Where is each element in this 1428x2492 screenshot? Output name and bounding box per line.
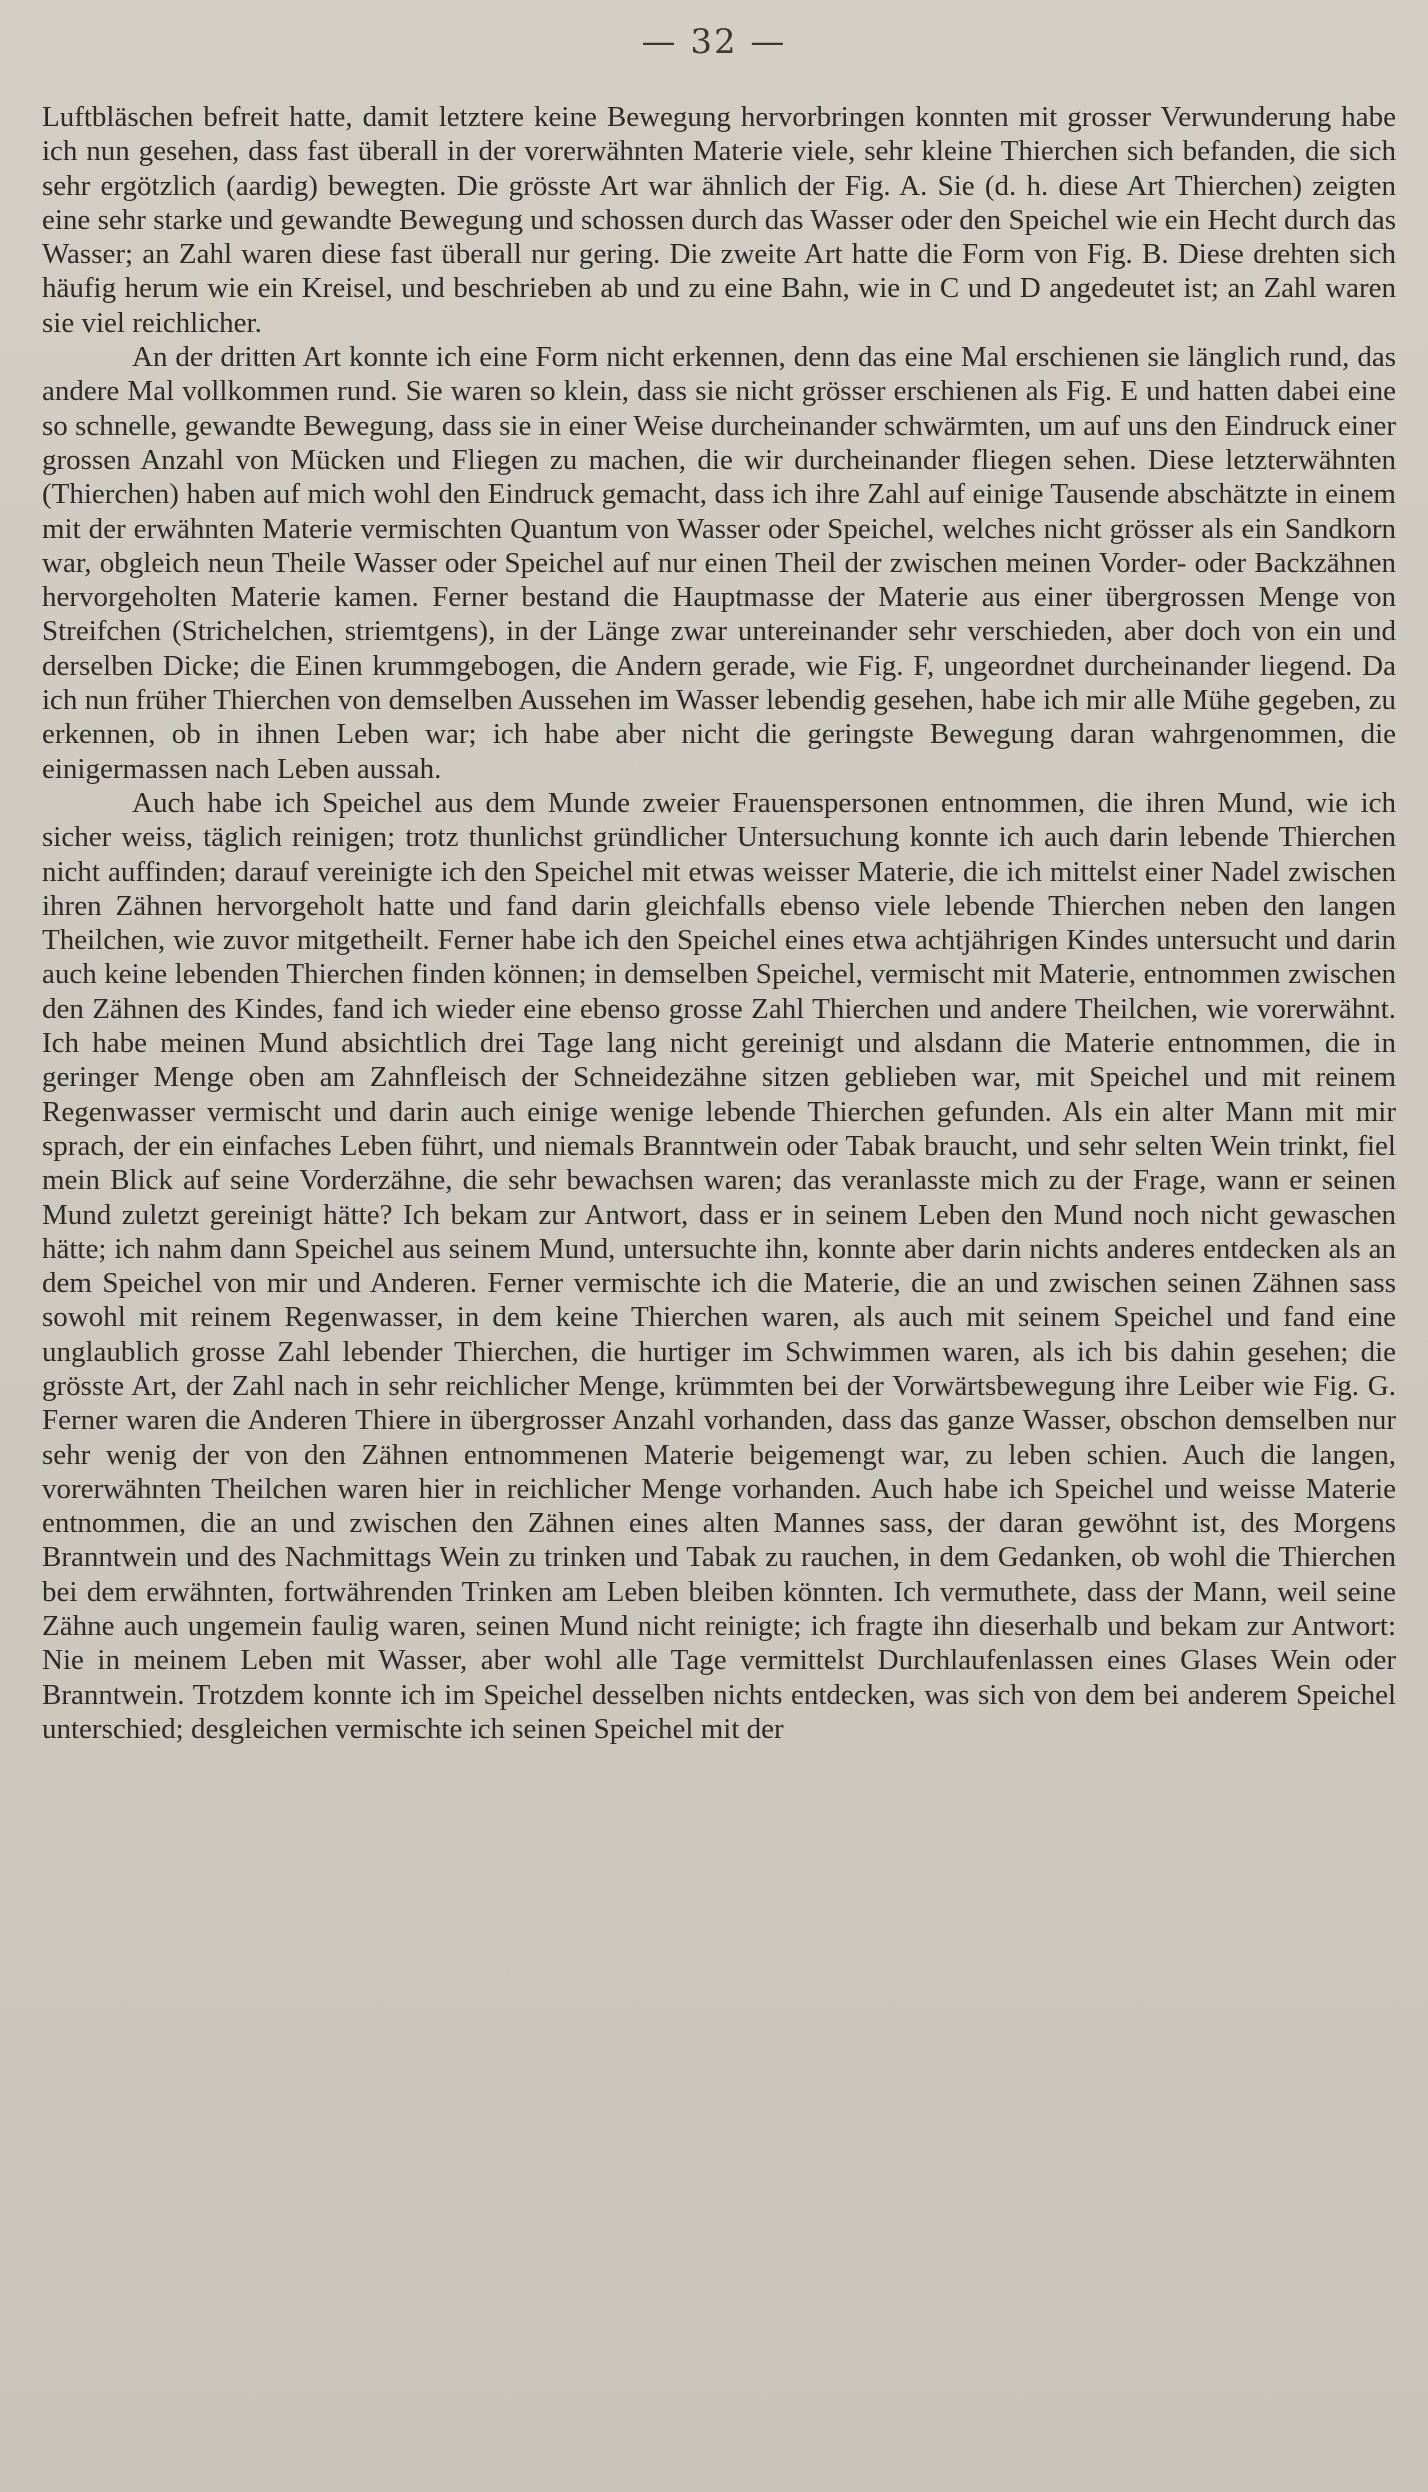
body-text [42,100,1396,1746]
paragraph-1: Luftbläschen befreit hatte, damit letztere keine Bewegung hervorbringen konnten mit grosser Verwunderung habe ich nun gesehen, dass fast überall in der vorerwähnten Materie viele, sehr kleine Thierchen sich befanden, die sich sehr ergötzlich (aardig) bewegten. Die grösste Art war ähnlich der Fig. A. Sie (d. h. diese Art Thierchen) zeigten eine sehr starke und gewandte Bewegung und schossen durch das Wasser oder den Speichel wie ein Hecht durch das Wasser; an Zahl waren diese fast überall nur gering. Die zweite Art hatte die Form von Fig. B. Diese drehten sich häufig herum wie ein Kreisel, und beschrieben ab und zu eine Bahn, wie in C und D angedeutet ist; an Zahl waren sie viel reichlicher. [42,101,1396,339]
paragraph-3: Auch habe ich Speichel aus dem Munde zweier Frauenspersonen entnommen, die ihren Mund, wie ich sicher weiss, täglich reinigen; trotz thunlichst gründlicher Untersuchung konnte ich auch darin lebende Thierchen nicht auffinden; darauf vereinigte ich den Speichel mit etwas weisser Materie, die ich mittelst einer Nadel zwischen ihren Zähnen hervorgeholt hatte und fand darin gleichfalls ebenso viele lebende Thierchen neben den langen Theilchen, wie zuvor mitgetheilt. Ferner habe ich den Speichel eines etwa achtjährigen Kindes untersucht und darin auch keine lebenden Thierchen finden können; in demselben Speichel, vermischt mit Materie, entnommen zwischen den Zähnen des Kindes, fand ich wieder eine ebenso grosse Zahl Thierchen und andere Theilchen, wie vorerwähnt. Ich habe meinen Mund absichtlich drei Tage lang nicht gereinigt und alsdann die Materie entnommen, die in geringer Menge oben am Zahnfleisch der Schneidezähne sitzen geblieben war, mit Speichel und mit reinem Regenwasser vermischt und darin auch einige wenige lebende Thierchen gefunden. Als ein alter Mann mit mir sprach, der ein einfaches Leben führt, und niemals Branntwein oder Tabak braucht, und sehr selten Wein trinkt, fiel mein Blick auf seine Vorderzähne, die sehr bewachsen waren; das veranlasste mich zu der Frage, wann er seinen Mund zuletzt gereinigt hätte? Ich bekam zur Antwort, dass er in seinem Leben den Mund noch nicht gewaschen hätte; ich nahm dann Speichel aus seinem Mund, untersuchte ihn, konnte aber darin nichts anderes entdecken als an dem Speichel von mir und Anderen. Ferner vermischte ich die Materie, die an und zwischen seinen Zähnen sass sowohl mit reinem Regenwasser, in dem keine Thierchen waren, als auch mit seinem Speichel und fand eine unglaublich grosse Zahl lebender Thierchen, die hurtiger im Schwimmen waren, als ich bis dahin gesehen; die grösste Art, der Zahl nach in sehr reichlicher Menge, krümmten bei der Vorwärtsbewegung ihre Leiber wie Fig. G. Ferner waren die Anderen Thiere in übergrosser Anzahl vorhanden, dass das ganze Wasser, obschon demselben nur sehr wenig der von den Zähnen entnommenen Materie beigemengt war, zu leben schien. Auch die langen, vorerwähnten Theilchen waren hier in reichlicher Menge vorhanden. Auch habe ich Speichel und weisse Materie entnommen, die an und zwischen den Zähnen eines alten Mannes sass, der daran gewöhnt ist, des Morgens Branntwein und des Nachmittags Wein zu trinken und Tabak zu rauchen, in dem Gedanken, ob wohl die Thierchen bei dem erwähnten, fortwährenden Trinken am Leben bleiben könnten. Ich vermuthete, dass der Mann, weil seine Zähne auch ungemein faulig waren, seinen Mund nicht reinigte; ich fragte ihn dieserhalb und bekam zur Antwort: Nie in meinem Leben mit Wasser, aber wohl alle Tage vermittelst Durchlaufenlassen eines Glases Wein oder Branntwein. Trotzdem konnte ich im Speichel desselben nichts entdecken, was sich von dem bei anderem Speichel unterschied; desgleichen vermischte ich seinen Speichel mit der [42,786,1396,1745]
paragraph-2: An der dritten Art konnte ich eine Form nicht erkennen, denn das eine Mal erschienen sie länglich rund, das andere Mal vollkommen rund. Sie waren so klein, dass sie nicht grösser erschienen als Fig. E und hatten dabei eine so schnelle, gewandte Bewegung, dass sie in einer Weise durcheinander schwärmten, um auf uns den Eindruck einer grossen Anzahl von Mücken und Fliegen zu machen, die wir durcheinander fliegen sehen. Diese letzterwähnten (Thierchen) haben auf mich wohl den Eindruck gemacht, dass ich ihre Zahl auf einige Tausende abschätzte in einem mit der erwähnten Materie vermischten Quantum von Wasser oder Speichel, welches nicht grösser als ein Sandkorn war, obgleich neun Theile Wasser oder Speichel auf nur einen Theil der zwischen meinen Vorder- oder Backzähnen hervorgeholten Materie kamen. Ferner bestand die Hauptmasse der Materie aus einer übergrossen Menge von Streifchen (Strichelchen, striemtgens), in der Länge zwar untereinander sehr verschieden, aber doch von ein und derselben Dicke; die Einen krummgebogen, die Andern gerade, wie Fig. F, ungeordnet durcheinander liegend. Da ich nun früher Thierchen von demselben Aussehen im Wasser lebendig gesehen, habe ich mir alle Mühe gegeben, zu erkennen, ob in ihnen Leben war; ich habe aber nicht die geringste Bewegung daran wahrgenommen, die einigermassen nach Leben aussah. [42,341,1396,785]
page-number: — 32 — [641,22,787,62]
